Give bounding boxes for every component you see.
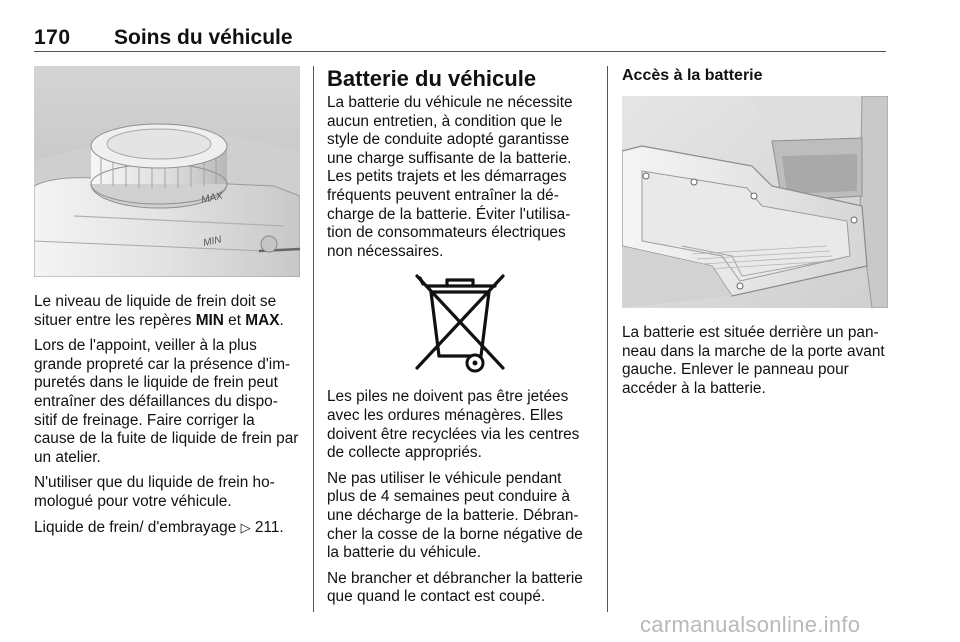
battery-access-heading: Accès à la batterie [622, 67, 763, 84]
column-divider-1 [313, 66, 314, 612]
brake-fluid-level-text: Le niveau de liquide de frein doit se situer entre les repères MIN et MAX. [34, 293, 284, 329]
battery-heading: Batterie du véhicule [327, 66, 537, 91]
page-number: 170 [34, 26, 71, 49]
battery-discharge-text: Ne pas utiliser le véhicule pendant plus de 4 semaines peut conduire à une décharge de la batterie. Débran-cher la cosse de la borne négative de la batterie du véhicule. [327, 469, 583, 562]
header-divider [34, 51, 886, 52]
battery-disposal-text: Les piles ne doivent pas être jetées avec les ordures ménagères. Elles doivent être recyclées via les centres de collecte appropriés. [327, 388, 580, 462]
cross-reference: Liquide de frein/ d'embrayage ▷ 211. [34, 518, 284, 536]
arrow-ref-icon: ▷ [240, 519, 251, 535]
battery-location-text: La batterie est située derrière un pan-neau dans la marche de la porte avant gauche. Enlever le panneau pour accéder à la batterie. [622, 324, 885, 397]
max-mark-label: MAX [200, 190, 224, 206]
topping-up-text: Lors de l'appoint, veiller à la plus grande propreté car la présence d'im-puretés dans le liquide de frein peut entraîner des défaillances du dispo-sitif de freinage. Faire corriger la cause de la fuite de liquide de frein par un atelier. [34, 337, 299, 466]
column-3 [622, 66, 888, 405]
approved-fluid-text: N'utiliser que du liquide de frein ho-mologué pour votre véhicule. [34, 474, 275, 510]
column-1 [34, 66, 300, 544]
min-mark-label: MIN [202, 234, 223, 249]
crossed-bin-icon [327, 268, 593, 378]
battery-maintenance-text: La batterie du véhicule ne nécessite aucun entretien, à condition que le style de conduite adopté garantisse une charge suffisante de la batterie. Les petits trajets et les démarrages fréquents peuvent entraîner la dé-charge de la batterie. Éviter l'utilisa-tion de consommateurs électriques non nécessaires. [327, 94, 573, 260]
page-title: Soins du véhicule [114, 26, 293, 49]
battery-access-step-image [622, 96, 888, 308]
page-header [34, 26, 886, 52]
battery-connect-text: Ne brancher et débrancher la batterie que quand le contact est coupé. [327, 569, 583, 606]
watermark: carmanualsonline.info [640, 612, 861, 637]
column-divider-2 [607, 66, 608, 612]
column-2 [327, 66, 593, 614]
brake-fluid-reservoir-image [34, 66, 300, 277]
